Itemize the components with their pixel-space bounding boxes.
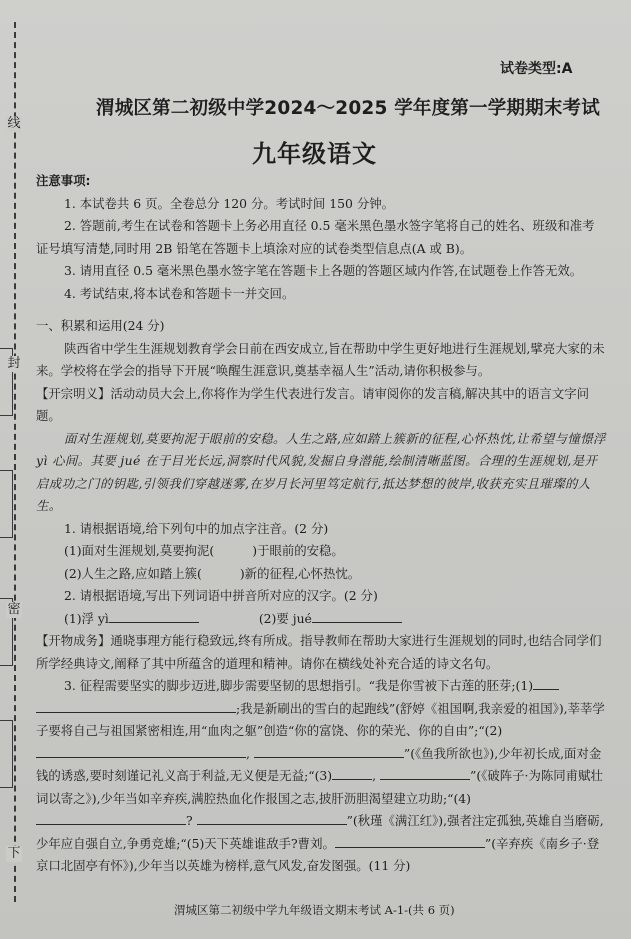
part2-tag: 【开物成务】 [36,633,111,648]
question-3-text: ”(《破阵子·为陈同甫赋壮词以寄之》),少年当如辛弃疾,满腔热血化作报国之志,披肝沥胆渴望建立功助;“(4) [36,768,603,806]
question-1-1-text: (1)面对生涯规划,莫要拘泥( [64,543,215,558]
question-2-2: (2)要 jué [258,610,312,626]
exam-body [36,170,606,878]
question-1-2-text-end: )新的征程,心怀热忱。 [239,565,361,581]
question-2-items [36,608,606,631]
question-3-text: ;我是新刷出的雪白的起跑线”(舒婷《祖国啊,我亲爱的祖国》),莘莘学子要将自己与祖国紧密相连,用“血肉之躯”创造“你的富饶、你的荣光、你的自由”;“(2) [36,700,605,738]
notice-item: 2. 答题前,考生在试卷和答题卡上务必用直径 0.5 毫米黑色墨水签字笔将自己的姓名、班级和准考证号填写清楚,同时用 2B 铅笔在答题卡上填涂对应的试卷类型信息点(A 或 B)。 [36,218,595,256]
answer-blank[interactable] [335,833,485,848]
question-3-text: ”(《鱼我所欲也》),少年初长成,面对金钱的诱惑,要时刻谨记礼义高于利益,无义便是无益;“(3) [36,745,602,783]
notice-heading: 注意事项: [36,173,91,188]
question-1-1 [36,540,606,563]
part1-paragraph [36,383,606,428]
question-1-2-text: (2)人生之路,应如踏上簇( [64,565,202,581]
section-intro: 陕西省中学生生涯规划教育学会日前在西安成立,旨在帮助中学生更好地进行生涯规划,擘亮大家的未来。学校将在学会的指导下开展“唤醒生涯意识,奠基幸福人生”活动,请你积极参与。 [36,340,605,378]
question-3-text: ”(秋瑾《满江红》),强者注定孤独,英雄自当磨砺,少年应自强自立,争勇竞雄;“(5)天下英雄谁敌手?曹刘。 [36,813,604,851]
speech-passage: 面对生涯规划,莫要拘泥于眼前的安稳。人生之路,应如踏上簇新的征程,心怀热忱,让希望与憧憬浮 yì 心间。其要 jué 在于目光长远,洞察时代风貌,发掘自身潜能,绘制清晰蓝图。合理的生涯规划,是开启成功之门的钥匙,引领我们穿越迷雾,在岁月长河里笃定航行,抵达梦想的彼岸,收获充实且璀璨的人生。 [36,430,606,513]
answer-blank[interactable] [312,608,402,623]
exam-title: 渭城区第二初级中学2024～2025 学年度第一学期期末考试 [96,98,600,119]
part2-paragraph [36,630,606,675]
answer-blank[interactable] [36,743,246,758]
question-3: 3. 征程需要坚实的脚步迈进,脚步需要坚韧的思想指引。“我是你雪被下古莲的胚芽;(1);我是新刷出的雪白的起跑线”(舒婷《祖国啊,我亲爱的祖国》),莘莘学子要将自己与祖国紧密相连,用“血肉之躯”创造“你的富饶、你的荣光、你的自由”;“(2), ”(《鱼我所欲也》),少年初长成,面对金钱的诱惑,要时刻谨记礼义高于利益,无义便是无益;“(3) , ”(《破阵子·为陈同甫赋壮词以寄之》),少年当如辛弃疾,满腔热血化作报国之志,披肝沥胆渴望建立功助;“(4)? ”(秋瑾《满江红》),强者注定孤独,英雄自当磨砺,少年应自强自立,争勇竞雄;“(5)天下英雄谁敌手?曹刘。 ”(辛弃疾《南乡子·登京口北固亭有怀》),少年当以英雄为榜样,意气风发,奋发图强。(11 分) [36,675,606,878]
seal-word-xian: 线 [7,116,21,131]
exam-subject-title: 九年级语文 [252,140,377,168]
notice-item: 3. 请用直径 0.5 毫米黑色墨水签字笔在答题卡上各题的答题区域内作答,在试题卷上作答无效。 [64,263,583,278]
answer-blank[interactable] [197,810,347,825]
notice-item: 1. 本试卷共 6 页。全卷总分 120 分。考试时间 150 分钟。 [64,195,394,211]
binding-box [0,470,13,538]
question-1-1-text-end: )于眼前的安稳。 [252,543,344,558]
binding-seal-line [14,22,16,902]
answer-blank[interactable] [36,810,186,825]
answer-blank[interactable] [533,675,559,690]
part1-text: 活动动员大会上,你将作为学生代表进行发言。请审阅你的发言稿,解决其中的语言文字问题。 [36,385,590,423]
answer-blank[interactable] [380,765,470,780]
section-heading: 一、积累和运用(24 分) [36,318,165,333]
question-1: 1. 请根据语境,给下列句中的加点字注音。(2 分) [64,520,329,536]
question-3-text: 3. 征程需要坚实的脚步迈进,脚步需要坚韧的思想指引。“我是你雪被下古莲的胚芽;(1) [64,678,534,693]
binding-box [0,720,13,788]
question-2-1: (1)浮 yì [64,610,109,626]
answer-blank[interactable] [254,743,404,758]
question-2: 2. 请根据语境,写出下列词语中拼音所对应的汉字。(2 分) [64,588,378,603]
seal-word-xia: 下 [7,846,21,861]
question-1-2 [36,563,606,586]
answer-blank[interactable] [36,698,236,713]
part2-text: 通晓事理方能行稳致远,终有所成。指导教师在帮助大家进行生涯规划的同时,也结合同学们所学经典诗文,阐释了其中所蕴含的道理和精神。请你在横线处补充合适的诗文名句。 [36,633,602,671]
answer-blank[interactable] [332,765,372,780]
answer-blank[interactable] [109,608,199,623]
paper-type-label: 试卷类型:A [500,61,573,77]
seal-word-feng: 封 [7,356,21,371]
notice-item: 4. 考试结束,将本试卷和答题卡一并交回。 [64,285,295,301]
answer-blank[interactable] [202,564,240,578]
page-footer: 渭城区第二初级中学九年级语文期末考试 A-1-(共 6 页) [174,903,455,917]
seal-word-mi: 密 [7,602,21,617]
part1-tag: 【开宗明义】 [36,385,111,401]
question-3-text: ”(辛弃疾《南乡子·登京口北固亭有怀》),少年当以英雄为榜样,意气风发,奋发图强。(11 分) [36,835,600,873]
answer-blank[interactable] [214,541,252,555]
